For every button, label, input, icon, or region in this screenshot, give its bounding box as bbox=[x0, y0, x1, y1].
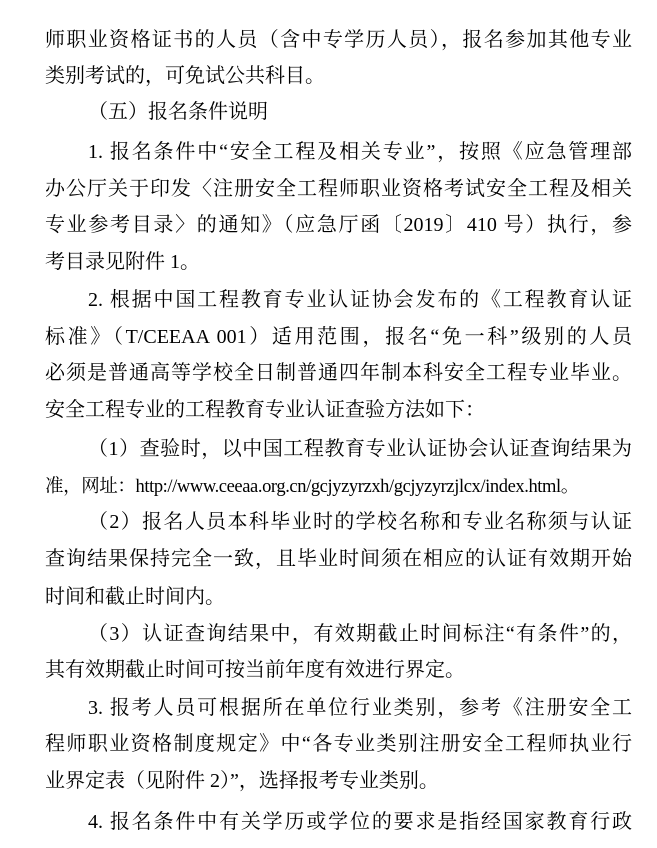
text-line: 标准》（T/CEEAA 001）适用范围，报名“免一科”级别的人员 bbox=[45, 326, 632, 348]
text-line: 3. 报考人员可根据所在单位行业类别，参考《注册安全工 bbox=[88, 697, 632, 719]
text-line: 专业参考目录〉的通知》（应急厅函〔2019〕410 号）执行，参 bbox=[45, 214, 632, 236]
text-line: 考目录见附件 1。 bbox=[45, 251, 200, 273]
text-line: （1）查验时，以中国工程教育专业认证协会认证查询结果为 bbox=[88, 438, 632, 460]
section-heading: （五）报名条件说明 bbox=[88, 101, 268, 123]
text-line: 师职业资格证书的人员（含中专学历人员），报名参加其他专业 bbox=[45, 29, 632, 51]
url-line: 准，网址：http://www.ceeaa.org.cn/gcjyzyrzxh/gcjyzyrzjlcx/index.html。 bbox=[45, 477, 579, 497]
text-line: 必须是普通高等学校全日制普通四年制本科安全工程专业毕业。 bbox=[45, 362, 632, 384]
text-line: 其有效期截止时间可按当前年度有效进行界定。 bbox=[45, 659, 465, 681]
text-line: 时间和截止时间内。 bbox=[45, 586, 225, 608]
text-line: 1. 报名条件中“安全工程及相关专业”，按照《应急管理部 bbox=[88, 141, 632, 163]
text-line: 安全工程专业的工程教育专业认证查验方法如下： bbox=[45, 399, 485, 421]
text-line: 2. 根据中国工程教育专业认证协会发布的《工程教育认证 bbox=[88, 289, 632, 311]
text-line: 类别考试的，可免试公共科目。 bbox=[45, 65, 325, 87]
text-line: 查询结果保持完全一致，且毕业时间须在相应的认证有效期开始 bbox=[45, 548, 632, 570]
text-line: 程师职业资格制度规定》中“各专业类别注册安全工程师执业行 bbox=[45, 733, 632, 755]
text-line: （3）认证查询结果中，有效期截止时间标注“有条件”的， bbox=[88, 623, 632, 645]
text-line: 办公厅关于印发〈注册安全工程师职业资格考试安全工程及相关 bbox=[45, 178, 632, 200]
text-line: 4. 报名条件中有关学历或学位的要求是指经国家教育行政 bbox=[88, 811, 632, 833]
text-line: （2）报名人员本科毕业时的学校名称和专业名称须与认证 bbox=[88, 511, 632, 533]
text-line: 业界定表（见附件 2）”，选择报考专业类别。 bbox=[45, 770, 439, 792]
